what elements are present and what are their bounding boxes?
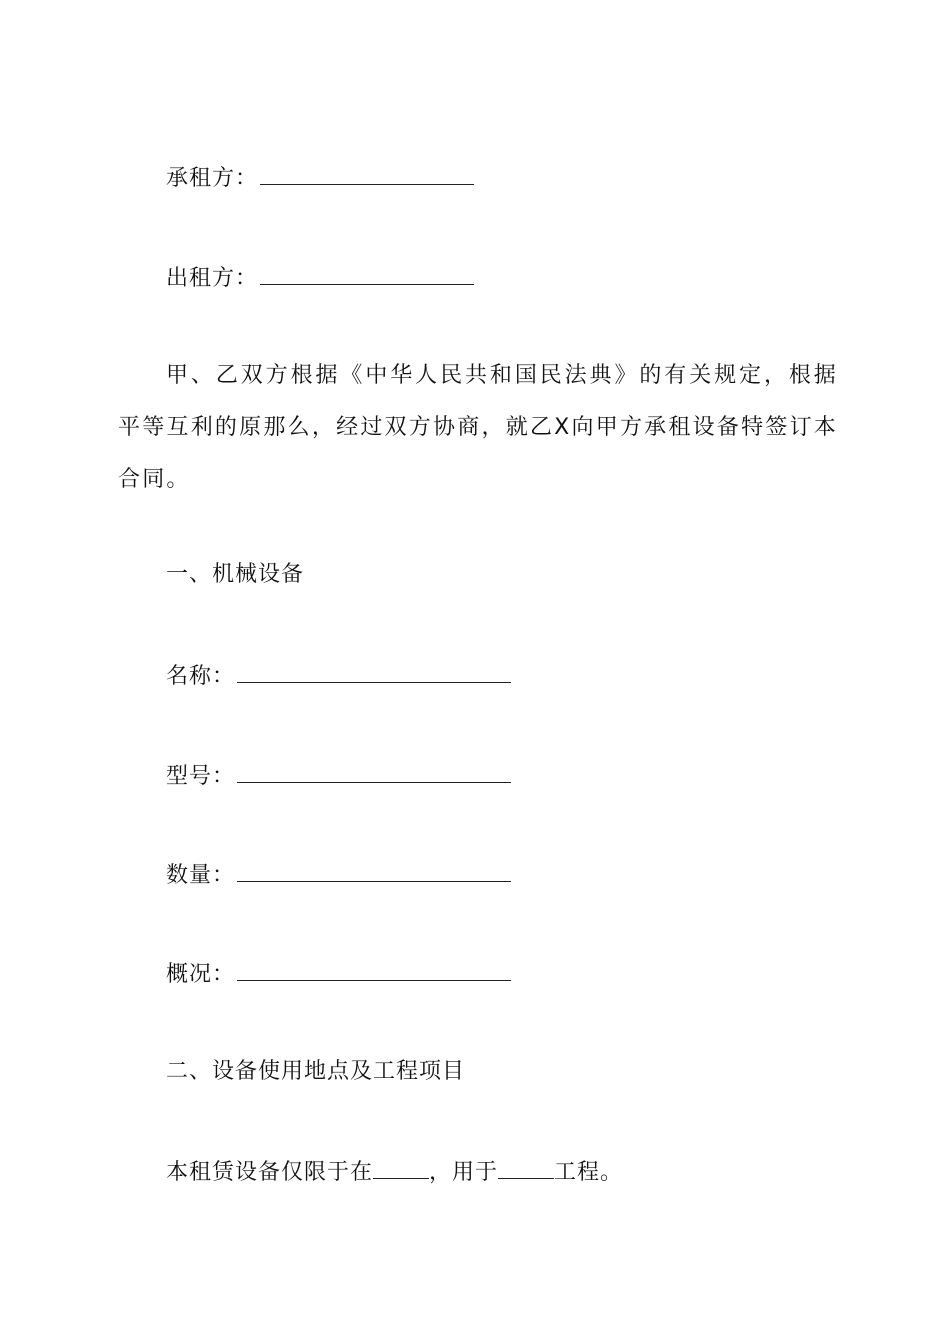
section1-heading: 一、机械设备 xyxy=(166,562,305,587)
field-quantity-line xyxy=(166,859,511,891)
field-name-label: 名称： xyxy=(166,664,236,689)
project-blank xyxy=(498,1156,554,1179)
section2-heading: 二、设备使用地点及工程项目 xyxy=(166,1059,466,1084)
field-name-blank xyxy=(237,660,511,683)
lessee-blank xyxy=(260,162,474,185)
field-name-line xyxy=(166,660,511,692)
field-model-blank xyxy=(237,760,511,783)
field-quantity-label: 数量： xyxy=(166,863,236,888)
intro-paragraph: 甲、乙双方根据《中华人民共和国民法典》的有关规定，根据平等互利的原那么，经过双方协商，就乙X向甲方承租设备特签订本合同。 xyxy=(118,363,838,492)
lessee-line xyxy=(166,162,474,194)
usage-sentence xyxy=(166,1156,623,1188)
field-overview-blank xyxy=(237,958,511,981)
field-quantity-blank xyxy=(237,859,511,882)
field-overview-label: 概况： xyxy=(166,962,236,987)
field-overview-line xyxy=(166,958,511,990)
lessee-label: 承租方： xyxy=(166,166,259,191)
usage-part3: 工程。 xyxy=(554,1160,624,1185)
lessor-line xyxy=(166,262,474,294)
usage-part2: ，用于 xyxy=(429,1160,499,1185)
field-model-label: 型号： xyxy=(166,764,236,789)
location-blank xyxy=(373,1156,429,1179)
usage-part1: 本租赁设备仅限于在 xyxy=(166,1160,374,1185)
lessor-label: 出租方： xyxy=(166,266,259,291)
lessor-blank xyxy=(260,262,474,285)
field-model-line xyxy=(166,760,511,792)
